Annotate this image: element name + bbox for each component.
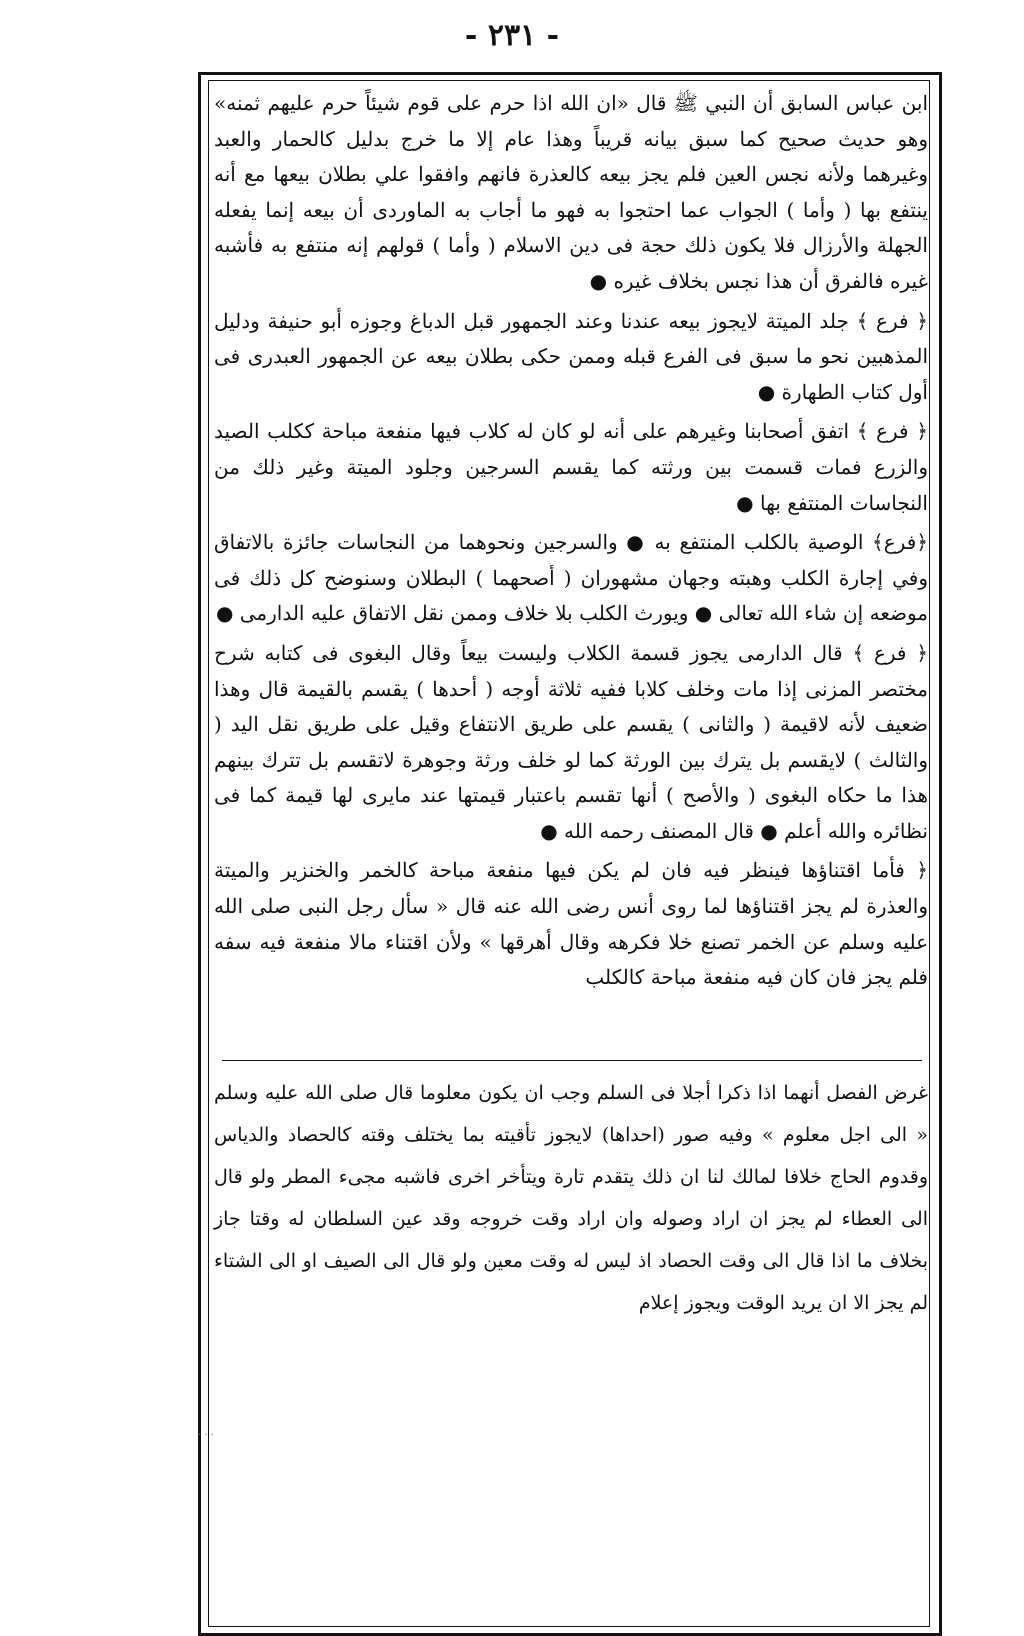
main-paragraph: ﴿ فأما اقتناؤها فينظر فيه فان لم يكن فيها منفعة مباحة كالخمر والخنزير والميتة والعذرة لم يجز اقتناؤها لما روى أنس رضى الله عنه قال « سأل رجل النبى صلى الله عليه وسلم عن الخمر تصنع خلا فكرهه وقال أهرقها » ولأن اقتناء مالا منفعة فيه سفه فلم يجز فان كان فيه منفعة مباحة كالكلب: [214, 858, 928, 990]
scan-specks: · · ·: [198, 1430, 214, 1441]
main-text: [214, 86, 928, 1000]
main-paragraph: ابن عباس السابق أن النبي ﷺ قال «ان الله اذا حرم على قوم شيئاً حرم عليهم ثمنه» وهو حديث صحيح كما سبق بيانه قريباً وهذا عام إلا ما خرج بدليل كالحمار والعبد وغيرهما ولأنه نجس العين فلم يجز بيعه كالعذرة فانهم وافقوا علي بطلان بيعها مع أنه ينتفع بها ( وأما ) الجواب عما احتجوا به فهو ما أجاب به الماوردى أن بيعه إنما يفعله الجهلة والأرزال فلا يكون ذلك حجة فى دين الاسلام ( وأما ) قولهم إنه منتفع به فأشبه غيره فالفرق أن هذا نجس بخلاف غيره ●: [214, 91, 928, 293]
main-paragraph: ﴿ فرع ﴾ جلد الميتة لايجوز بيعه عندنا وعند الجمهور قبل الدباغ وجوزه أبو حنيفة ودليل المذهبين نحو ما سبق فى الفرع قبله وممن حكى بطلان بيعه عن الجمهور العبدرى فى أول كتاب الطهارة ●: [214, 308, 928, 404]
main-paragraph: ﴿فرع﴾ الوصية بالكلب المنتفع به ● والسرجين ونحوهما من النجاسات جائزة بالاتفاق وفي إجارة الكلب وهبته وجهان مشهوران ( أصحهما ) البطلان وسنوضح كل ذلك فى موضعه إن شاء الله تعالى ● ويورث الكلب بلا خلاف وممن نقل الاتفاق عليه الدارمى ●: [214, 530, 928, 626]
footnote-text: [214, 1072, 928, 1324]
main-paragraph: ﴿ فرع ﴾ اتفق أصحابنا وغيرهم على أنه لو كان له كلاب فيها منفعة مباحة ككلب الصيد والزرع فمات قسمت بين ورثته كما يقسم السرجين وجلود الميتة وغير ذلك من النجاسات المنتفع بها ●: [214, 419, 928, 515]
page-number: - ٢٣١ -: [464, 18, 560, 53]
footnote-paragraph: غرض الفصل أنهما اذا ذكرا أجلا فى السلم وجب ان يكون معلوما قال صلى الله عليه وسلم « الى اجل معلوم » وفيه صور (احداها) لايجوز تأقيته بما يختلف وقته كالحصاد والدياس وقدوم الحاج خلافا لمالك لنا ان ذلك يتقدم تارة ويتأخر اخرى فاشبه مجىء المطر ولو قال الى العطاء لم يجز ان اراد وصوله وان اراد وقت خروجه وقد عين السلطان له وقتا جاز بخلاف ما اذا قال الى وقت الحصاد اذ ليس له وقت معين ولو قال الى الصيف او الى الشتاء لم يجز الا ان يريد الوقت ويجوز إعلام: [214, 1082, 929, 1314]
footnote-divider: [222, 1060, 922, 1061]
main-paragraph: ﴿ فرع ﴾ قال الدارمى يجوز قسمة الكلاب وليست بيعاً وقال البغوى فى كتابه شرح مختصر المزنى إذا مات وخلف كلابا ففيه ثلاثة أوجه ( أحدها ) يقسم بالقيمة قال وهذا ضعيف لأنه لاقيمة ( والثانى ) يقسم على طريق الانتفاع وقيل على طريق نقل اليد ( والثالث ) لايقسم بل يترك بين الورثة كما لو خلف ورثة وجوهرة لاتقسم بل تترك بينهم هذا ما حكاه البغوى ( والأصح ) أنها تقسم باعتبار قيمتها عند مايرى لها قيمة كما فى نظائره والله أعلم ● قال المصنف رحمه الله ●: [214, 640, 928, 843]
